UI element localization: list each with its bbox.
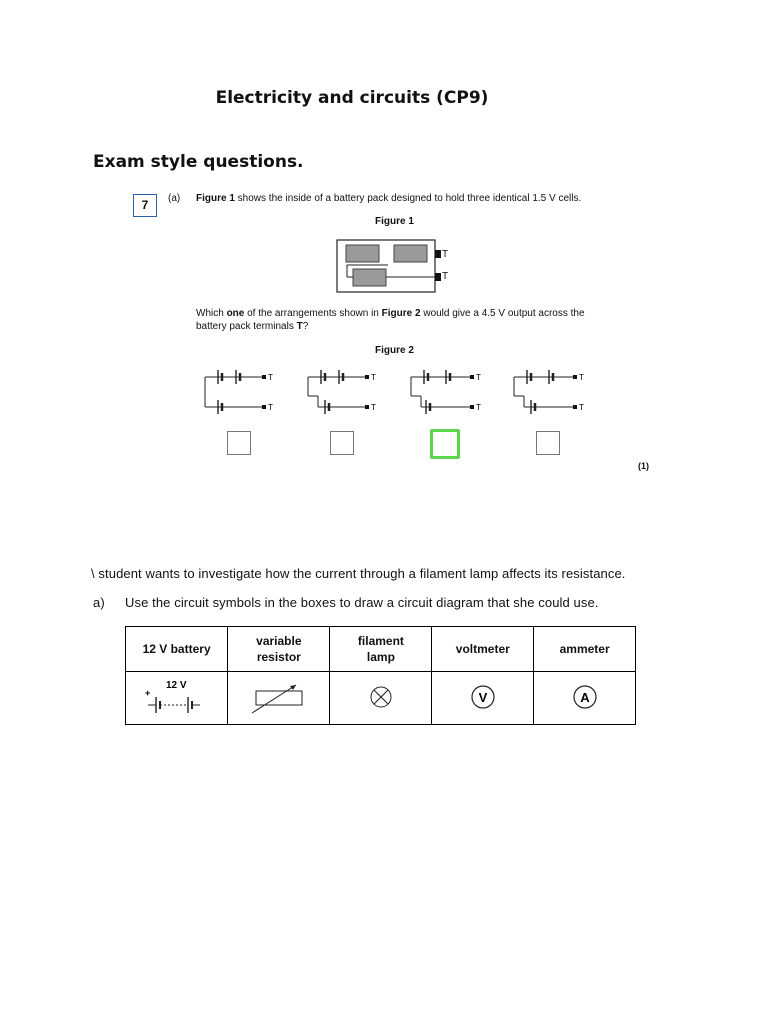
part-a-text [196,193,581,204]
part-a-label: (a) [168,193,181,204]
text-run: battery pack terminals [196,321,297,332]
terminal-top [435,250,441,258]
arrangement-4 [514,370,584,414]
header-filament-lamp [330,627,432,672]
battery-symbol-cell[interactable] [126,672,228,725]
header-filament-lamp-text: filament lamp [357,634,404,664]
battery-symbol [142,675,212,719]
voltmeter-letter: V [478,689,488,705]
page-title: Electricity and circuits (CP9) [215,88,489,108]
ammeter-letter: A [579,689,590,705]
part-a-text-body: shows the inside of a battery pack designed to hold three identical 1.5 V cells. [234,193,582,204]
answer-option-3-selected[interactable] [430,429,460,459]
filament-lamp-symbol-cell[interactable] [330,672,432,725]
svg-text:T: T [476,403,481,412]
question-text-line1 [196,308,585,319]
arrangement-2 [308,370,376,414]
figure2-ref: Figure 2 [381,308,421,319]
figure1-ref: Figure 1 [196,193,235,204]
cell-1 [346,245,379,262]
svg-text:T: T [579,403,584,412]
answer-option-4[interactable] [536,431,560,455]
text-run: Which [196,308,227,319]
header-voltmeter: voltmeter [432,627,534,672]
answer-option-2[interactable] [330,431,354,455]
investigation-intro: \ student wants to investigate how the current through a filament lamp affects its resistance. [91,566,626,581]
text-run: would give a 4.5 V output across the [420,308,585,319]
investigation-part-label: a) [93,595,105,610]
question-number: 7 [133,194,157,217]
voltmeter-symbol [463,677,503,717]
filament-lamp-symbol [361,677,401,717]
text-run: ? [302,321,309,332]
text-run: of the arrangements shown in [244,308,382,319]
header-ammeter: ammeter [534,627,636,672]
text-run-bold: T [296,321,303,332]
terminal-bottom [435,273,441,281]
svg-text:T: T [371,373,376,382]
investigation-part-text: Use the circuit symbols in the boxes to draw a circuit diagram that she could use. [125,595,599,610]
marks-label: (1) [638,461,649,471]
battery-plus-sign: + [144,687,150,698]
battery-voltage-label: 12 V [165,679,187,691]
svg-text:T: T [268,403,273,412]
table-symbol-row [126,672,636,725]
voltmeter-symbol-cell[interactable] [432,672,534,725]
svg-text:T: T [579,373,584,382]
figure2-diagram [200,366,590,416]
header-variable-resistor [228,627,330,672]
ammeter-symbol [565,677,605,717]
question-text-line2 [196,321,308,332]
terminal-label-top: T [442,249,449,260]
arrangement-3 [411,370,481,414]
figure1-label: Figure 1 [375,216,414,227]
svg-text:T: T [476,373,481,382]
header-battery: 12 V battery [126,627,228,672]
figure1-diagram [334,236,464,296]
cell-3 [353,269,386,286]
header-variable-resistor-text: variable resistor [256,634,302,664]
figure2-label: Figure 2 [375,345,414,356]
section-heading: Exam style questions. [93,152,304,172]
svg-text:T: T [268,373,273,382]
variable-resistor-symbol [244,675,314,719]
variable-resistor-symbol-cell[interactable] [228,672,330,725]
cell-2 [394,245,427,262]
table-header-row [126,627,636,672]
svg-text:T: T [371,403,376,412]
circuit-symbols-table [125,626,636,725]
text-run-bold: one [226,308,245,319]
answer-option-1[interactable] [227,431,251,455]
ammeter-symbol-cell[interactable] [534,672,636,725]
arrangement-1 [205,370,273,414]
terminal-label-bottom: T [442,271,449,282]
